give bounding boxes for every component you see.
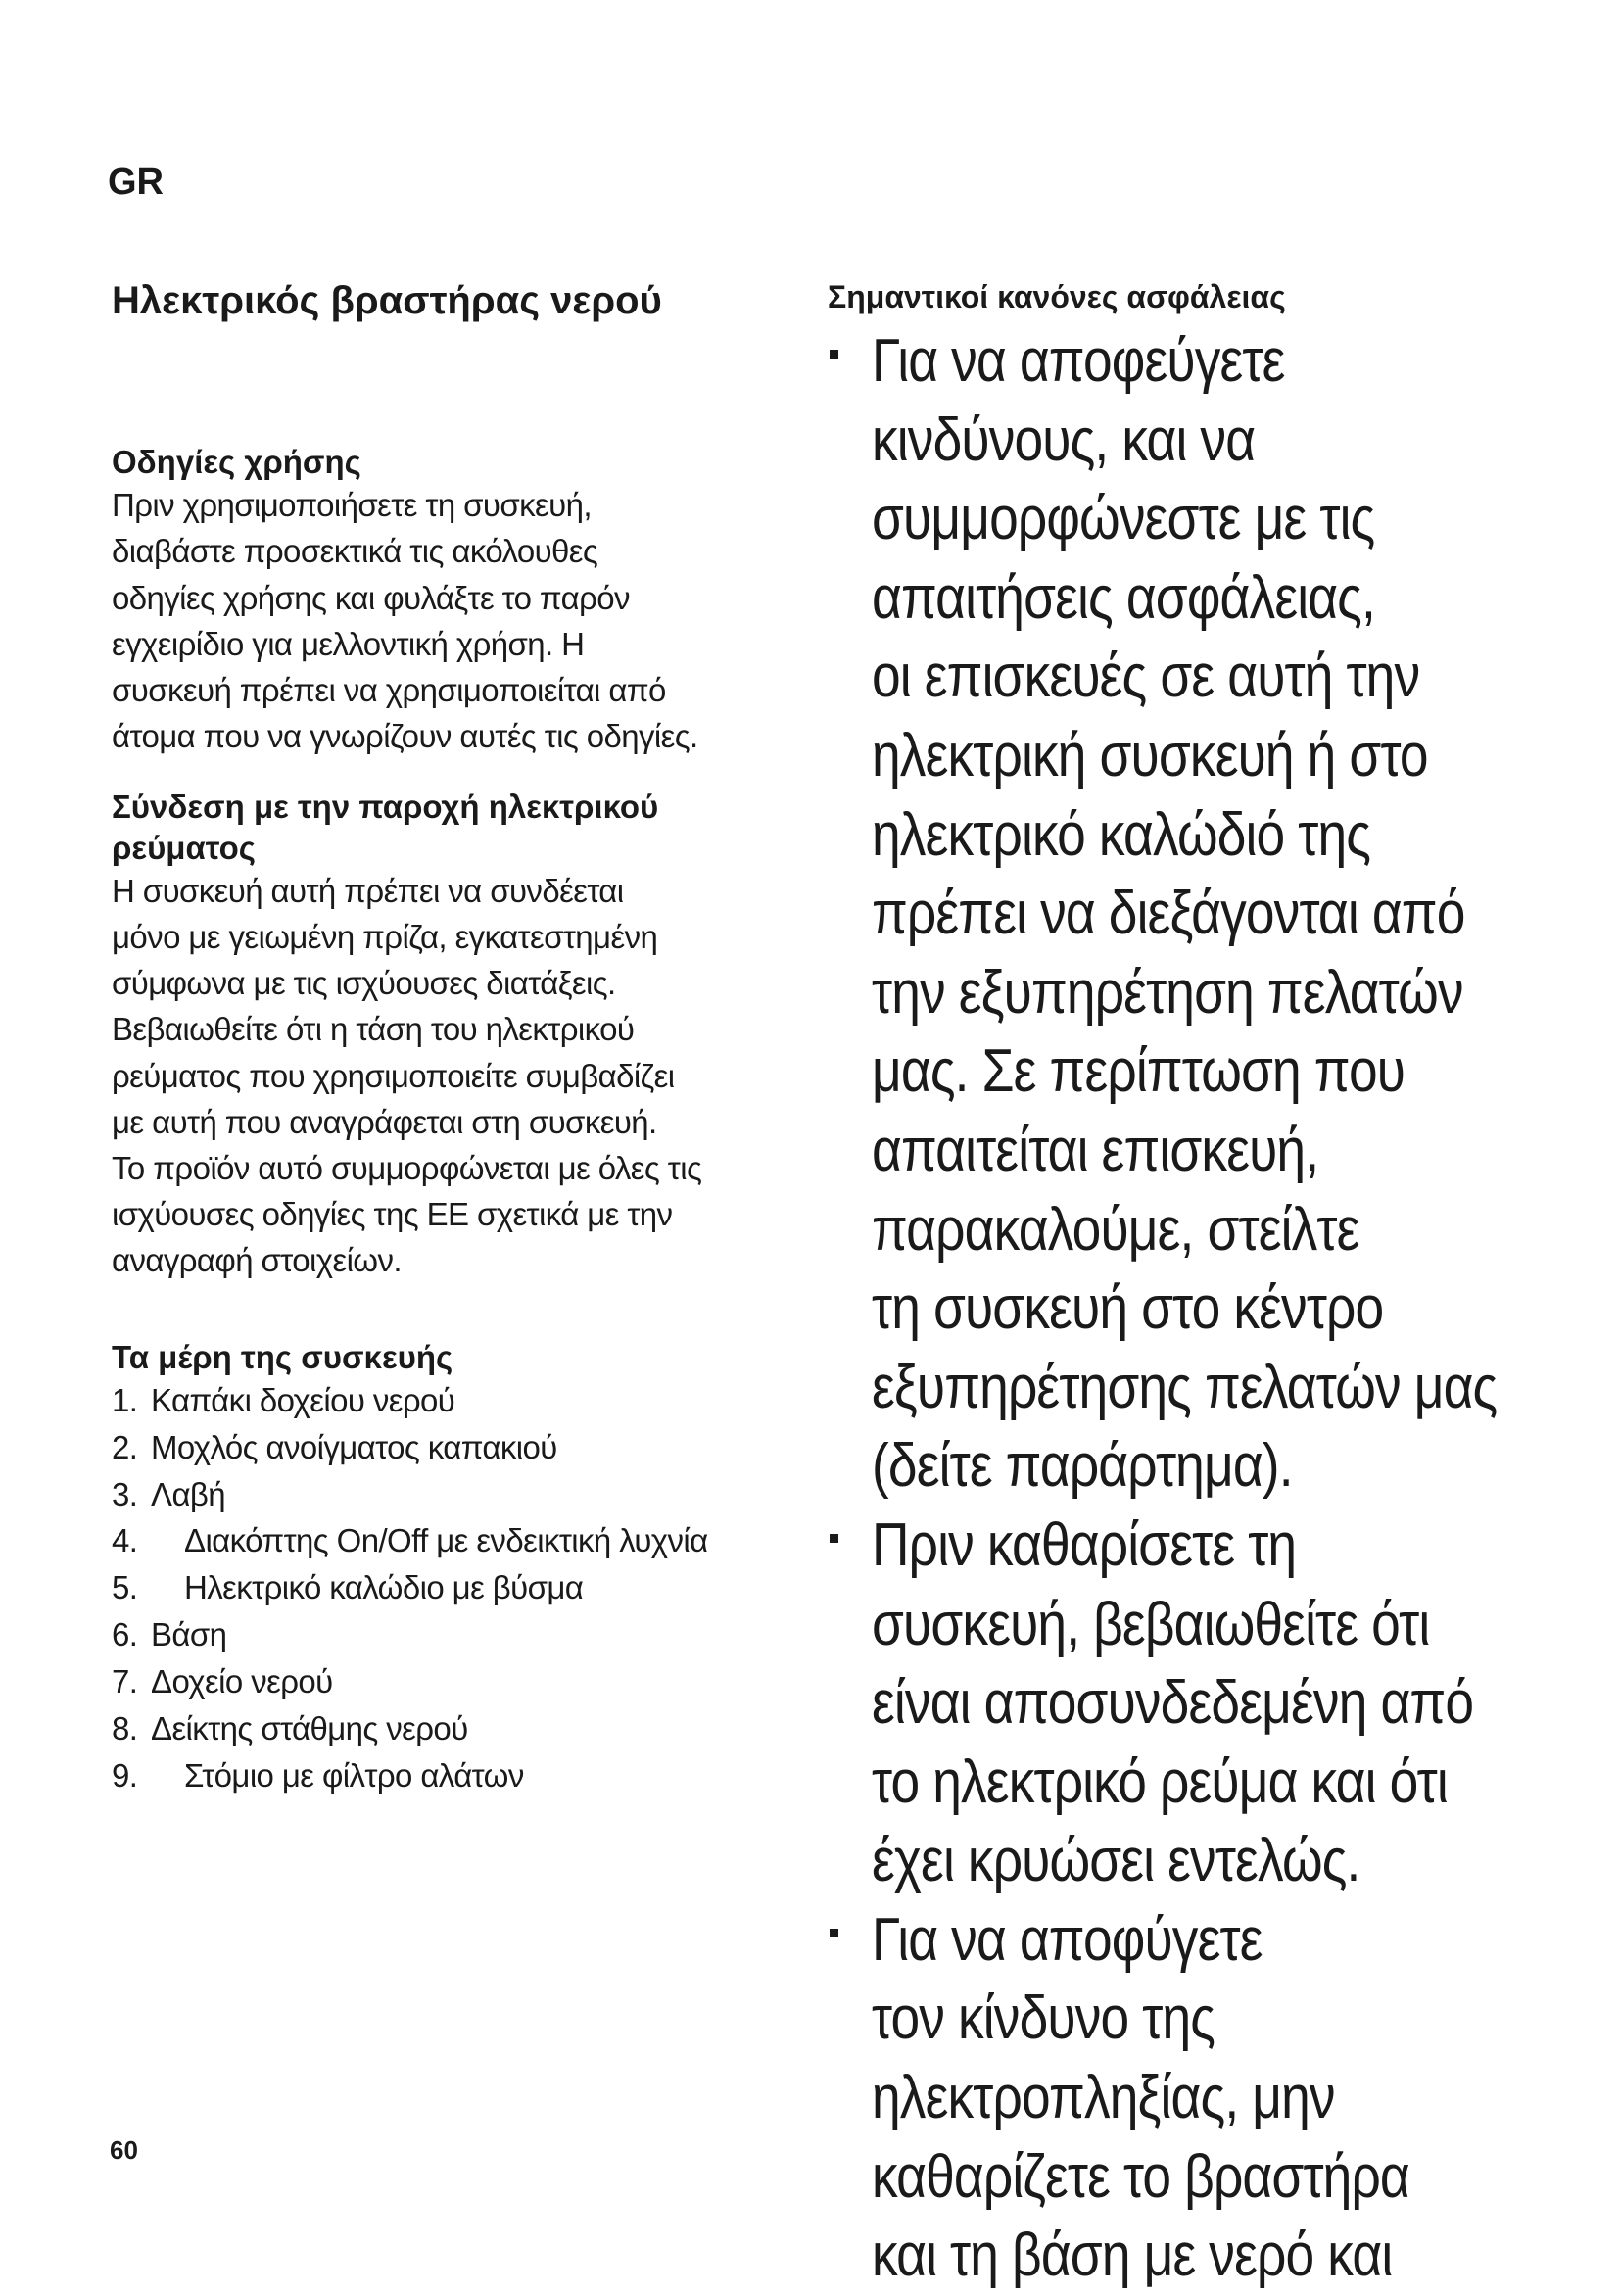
list-item [112, 1471, 787, 1518]
parts-list [112, 1377, 787, 1799]
safety-line: συμμορφώνεστε με τις [872, 485, 1375, 553]
power-section [112, 787, 787, 1283]
page-number: 60 [110, 2135, 138, 2165]
list-number: 2. [112, 1428, 138, 1465]
safety-line: τον κίνδυνο της [872, 1985, 1215, 2053]
power-line: με αυτή που αναγράφεται στη συσκευή. [112, 1103, 657, 1140]
power-line: Το προϊόν αυτό συμμορφώνεται με όλες τις [112, 1150, 702, 1186]
safety-line: οι επισκευές σε αυτή την [872, 643, 1420, 711]
instructions-line: Πριν χρησιμοποιήσετε τη συσκευή, [112, 487, 592, 524]
safety-line: πρέπει να διεξάγονται από [872, 880, 1465, 948]
bullet-icon [830, 1534, 838, 1543]
safety-line: Για να αποφεύγετε [872, 327, 1285, 395]
list-number: 3. [112, 1475, 138, 1512]
safety-line: είναι αποσυνδεδεμένη από [872, 1669, 1474, 1738]
safety-line: Πριν καθαρίσετε τη [872, 1510, 1297, 1579]
power-heading [112, 787, 787, 868]
power-text [112, 868, 787, 1284]
safety-line: έχει κρυώσει εντελώς. [872, 1827, 1360, 1895]
language-code: GR [108, 162, 164, 203]
list-number: 4. [112, 1522, 138, 1559]
list-item [112, 1658, 787, 1705]
safety-line: ηλεκτροπληξίας, μην [872, 2064, 1335, 2132]
safety-line: μας. Σε περίπτωση που [872, 1037, 1406, 1106]
power-line: Βεβαιωθείτε ότι η τάση του ηλεκτρικού [112, 1011, 635, 1048]
safety-line: ηλεκτρική συσκευή ή στο [872, 721, 1428, 789]
list-text: Διακόπτης On/Off με ενδεικτική λυχνία [184, 1522, 708, 1559]
list-item [112, 1517, 787, 1564]
power-line: σύμφωνα με τις ισχύουσες διατάξεις. [112, 965, 616, 1002]
safety-line: τη συσκευή στο κέντρο [872, 1274, 1384, 1343]
list-number: 8. [112, 1709, 138, 1746]
right-column [828, 277, 1533, 2296]
bullet-icon [830, 350, 838, 359]
safety-line: το ηλεκτρικό ρεύμα και ότι [872, 1747, 1448, 1816]
instructions-line: εγχειρίδιο για μελλοντική χρήση. Η [112, 625, 585, 662]
bullet-icon [830, 1929, 838, 1937]
parts-heading: Τα μέρη της συσκευής [112, 1338, 453, 1375]
list-text: Καπάκι δοχείου νερού [151, 1381, 455, 1418]
safety-line: εξυπηρέτησης πελατών μας [872, 1353, 1498, 1421]
safety-line: συσκευή, βεβαιωθείτε ότι [872, 1590, 1430, 1658]
instructions-line: άτομα που να γνωρίζουν αυτές τις οδηγίες. [112, 718, 698, 755]
list-item [112, 1564, 787, 1611]
power-line: μόνο με γειωμένη πρίζα, εγκατεστημένη [112, 919, 658, 956]
instructions-line: διαβάστε προσεκτικά τις ακόλουθες [112, 533, 598, 570]
safety-bullet [828, 322, 1533, 1507]
instructions-text [112, 482, 787, 759]
parts-section [112, 1337, 787, 1799]
instructions-heading: Οδηγίες χρήσης [112, 444, 361, 480]
instructions-section [112, 442, 787, 759]
power-line: ρεύματος που χρησιμοποιείτε συμβαδίζει [112, 1057, 675, 1094]
power-line: ισχύουσες οδηγίες της ΕΕ σχετικά με την [112, 1196, 673, 1233]
list-text: Λαβή [151, 1475, 226, 1512]
list-item [112, 1611, 787, 1658]
list-text: Δείκτης στάθμης νερού [151, 1709, 468, 1746]
list-number: 5. [112, 1569, 138, 1606]
safety-line: Για να αποφύγετε [872, 1905, 1263, 1974]
safety-line: την εξυπηρέτηση πελατών [872, 958, 1463, 1027]
list-number: 6. [112, 1616, 138, 1653]
safety-bullet-text [872, 1901, 1441, 2296]
instructions-line: συσκευή πρέπει να χρησιμοποιείται από [112, 672, 666, 708]
power-heading-line: Σύνδεση με την παροχή ηλεκτρικού [112, 789, 659, 826]
list-text: Δοχείο νερού [151, 1662, 333, 1699]
list-text: Ηλεκτρικό καλώδιο με βύσμα [184, 1569, 584, 1606]
document-title: Ηλεκτρικός βραστήρας νερού [112, 279, 662, 322]
list-item [112, 1424, 787, 1471]
safety-line: και τη βάση με νερό και [872, 2222, 1393, 2290]
safety-bullet [828, 1507, 1533, 1901]
safety-bullet [828, 1901, 1533, 2296]
safety-line: παρακαλούμε, στείλτε [872, 1195, 1359, 1264]
list-number: 1. [112, 1381, 138, 1418]
left-column [112, 277, 787, 1798]
power-line: Η συσκευή αυτή πρέπει να συνδέεται [112, 872, 624, 909]
safety-line: απαιτήσεις ασφάλειας, [872, 563, 1375, 632]
instructions-line: οδηγίες χρήσης και φυλάξτε το παρόν [112, 579, 630, 616]
safety-line: κινδύνους, και να [872, 406, 1256, 474]
list-number: 7. [112, 1662, 138, 1699]
list-text: Στόμιο με φίλτρο αλάτων [184, 1756, 524, 1794]
safety-line: απαιτείται επισκευή, [872, 1116, 1319, 1184]
safety-line: ηλεκτρικό καλώδιό της [872, 800, 1371, 869]
list-number: 9. [112, 1756, 138, 1794]
safety-line: καθαρίζετε το βραστήρα [872, 2142, 1409, 2211]
list-text: Μοχλός ανοίγματος καπακιού [151, 1428, 557, 1465]
list-text: Βάση [151, 1616, 227, 1653]
safety-heading: Σημαντικοί κανόνες ασφάλειας [828, 279, 1286, 314]
safety-line: (δείτε παράρτημα). [872, 1432, 1293, 1501]
list-item [112, 1377, 787, 1424]
list-item [112, 1705, 787, 1752]
power-line: αναγραφή στοιχείων. [112, 1242, 402, 1279]
list-item [112, 1752, 787, 1799]
safety-bullet-text [872, 322, 1498, 1507]
power-heading-line: ρεύματος [112, 829, 256, 866]
safety-bullet-text [872, 1507, 1474, 1901]
